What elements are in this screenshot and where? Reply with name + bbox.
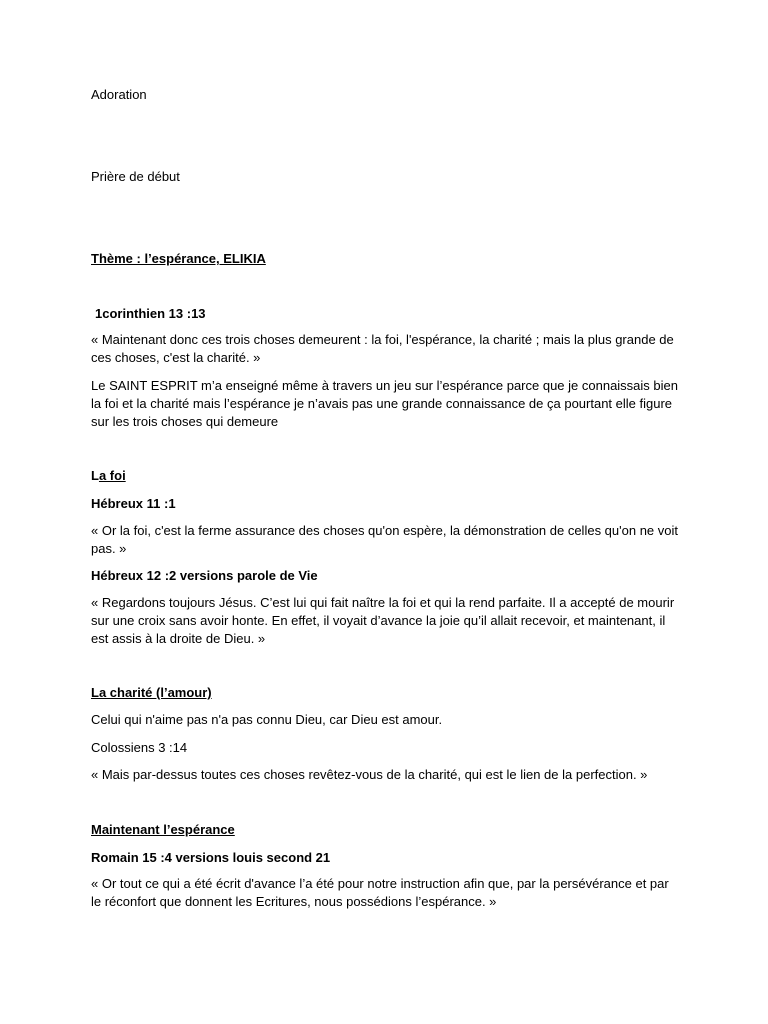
faith-heading-rest: a foi — [98, 468, 126, 483]
romans-reference: Romain 15 :4 versions louis second 21 — [91, 850, 331, 865]
corinthians-quote: « Maintenant donc ces trois choses demeurent : la foi, l'espérance, la charité ; mais la plus grande de ces choses, c'est la charité. » — [91, 332, 674, 365]
holy-spirit-paragraph: Le SAINT ESPRIT m’a enseigné même à travers un jeu sur l’espérance parce que je connaissais bien la foi et la charité mais l’espérance je n’avais pas une grande connaissance de ça pourtant elle figure sur les trois choses qui demeure — [91, 378, 678, 429]
romans-quote: « Or tout ce qui a été écrit d'avance l’a été pour notre instruction afin que, par la persévérance et par le réconfort que donnent les Ecritures, nous possédions l’espérance. » — [91, 876, 669, 909]
hebrews-12-reference: Hébreux 12 :2 versions parole de Vie — [91, 568, 318, 583]
hope-heading: Maintenant l’espérance — [91, 822, 235, 837]
corinthians-reference: 1corinthien 13 :13 — [95, 306, 206, 321]
faith-heading — [91, 467, 681, 485]
faith-heading-initial: L — [91, 468, 99, 483]
charity-text: Celui qui n'aime pas n'a pas connu Dieu, car Dieu est amour. — [91, 712, 443, 727]
hebrews-11-quote: « Or la foi, c'est la ferme assurance des choses qu'on espère, la démonstration de celles qu'on ne voit pas. » — [91, 523, 678, 556]
colossians-reference: Colossiens 3 :14 — [91, 740, 188, 755]
hebrews-12-quote: « Regardons toujours Jésus. C’est lui qui fait naître la foi et qui la rend parfaite. Il a accepté de mourir sur une croix sans avoir honte. En effet, il voyait d’avance la joie qu’il allait recevoir, et maintenant, il est assis à la droite de Dieu. » — [91, 595, 675, 646]
theme-heading: Thème : l’espérance, ELIKIA — [91, 251, 266, 266]
hebrews-11-reference: Hébreux 11 :1 — [91, 496, 176, 511]
opening-prayer-heading: Prière de début — [91, 169, 180, 184]
charity-heading: La charité (l’amour) — [91, 685, 212, 700]
colossians-quote: « Mais par-dessus toutes ces choses revêtez-vous de la charité, qui est le lien de la perfection. » — [91, 767, 648, 782]
adoration-heading: Adoration — [91, 87, 147, 102]
